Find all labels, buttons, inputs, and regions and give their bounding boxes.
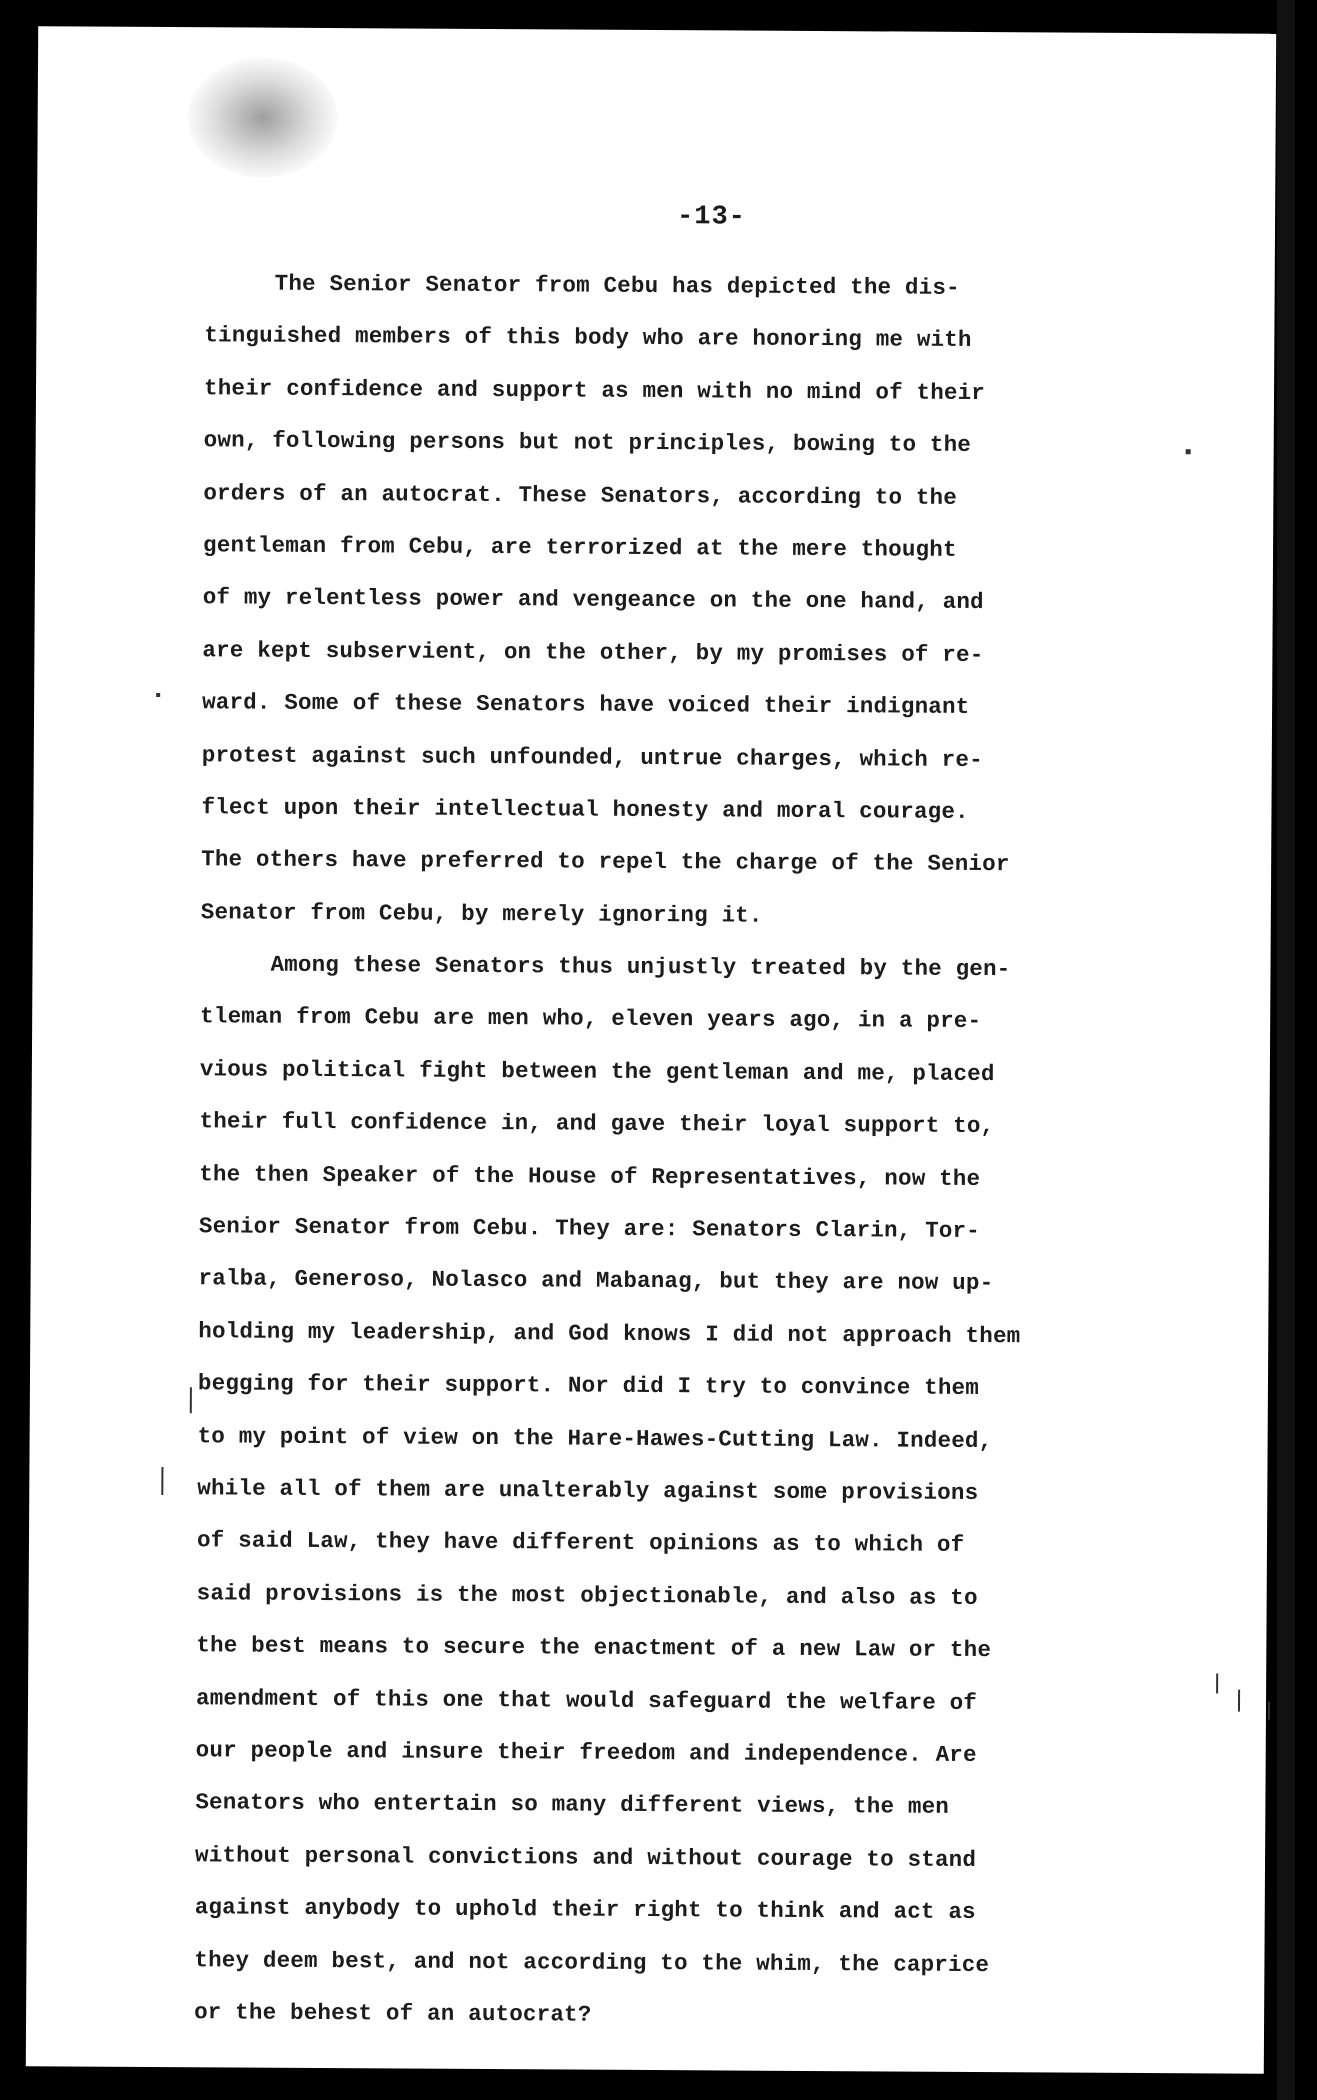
text-line: Senators who entertain so many different views, the men (195, 1789, 950, 1821)
text-line: tleman from Cebu are men who, eleven years ago, in a pre- (200, 1003, 982, 1035)
text-line: our people and insure their freedom and independence. Are (195, 1737, 977, 1768)
page-number: -13- (676, 202, 746, 233)
text-line: are kept subservient, on the other, by my promises of re- (202, 636, 984, 668)
scan-mark (1238, 1690, 1240, 1712)
ink-smudge (187, 57, 338, 178)
text-line: the then Speaker of the House of Representatives, now the (199, 1160, 981, 1192)
text-line: vious political fight between the gentleman and me, placed (199, 1056, 995, 1087)
text-line: of said Law, they have different opinions as to which of (196, 1527, 965, 1559)
text-line: or the behest of an autocrat? (194, 1999, 592, 2028)
text-line: without personal convictions and without courage to stand (194, 1841, 977, 1873)
scan-mark (156, 693, 160, 697)
text-line: own, following persons but not principles, bowing to the (203, 427, 972, 459)
scan-mark (190, 1387, 192, 1413)
text-line: against anybody to uphold their right to think and act as (194, 1894, 976, 1926)
text-line: tinguished members of this body who are honoring me with (204, 322, 972, 354)
text-line: Senior Senator from Cebu. They are: Senators Clarin, Tor- (198, 1213, 981, 1245)
text-line: begging for their support. Nor did I try to convince them (197, 1370, 980, 1402)
text-line: of my relentless power and vengeance on the one hand, and (202, 584, 984, 616)
scan-mark (1216, 1673, 1218, 1693)
text-line: their full confidence in, and gave their loyal support to, (199, 1108, 995, 1140)
text-line: ward. Some of these Senators have voiced their indignant (202, 689, 970, 721)
text-line: said provisions is the most objectionable, and also as to (196, 1580, 978, 1611)
text-line: the best means to secure the enactment of a new Law or the (196, 1632, 992, 1664)
document-page (26, 26, 1276, 2074)
text-line: ralba, Generoso, Nolasco and Mabanag, but they are now up- (198, 1265, 994, 1297)
text-line: while all of them are unalterably against some provisions (197, 1475, 979, 1506)
text-line: to my point of view on the Hare-Hawes-Cutting Law. Indeed, (197, 1422, 993, 1454)
text-line: they deem best, and not according to the whim, the caprice (194, 1946, 990, 1978)
scan-edge (1277, 0, 1295, 2100)
scan-mark (161, 1467, 163, 1495)
text-line: flect upon their intellectual honesty and moral courage. (201, 794, 969, 825)
text-line: The Senior Senator from Cebu has depicted the dis- (274, 270, 960, 301)
text-line: their confidence and support as men with no mind of their (203, 375, 986, 406)
text-line: orders of an autocrat. These Senators, according to the (203, 479, 958, 511)
text-line: Among these Senators thus unjustly treated by the gen- (270, 951, 1011, 983)
document-body (194, 257, 1225, 2044)
text-line: holding my leadership, and God knows I did not approach them (198, 1318, 1021, 1350)
text-line: protest against such unfounded, untrue charges, which re- (201, 741, 983, 773)
scan-mark (1268, 1702, 1270, 1720)
text-line: gentleman from Cebu, are terrorized at the mere thought (202, 532, 957, 563)
scan-mark (1186, 449, 1191, 454)
text-line: amendment of this one that would safeguard the welfare of (195, 1684, 978, 1716)
text-line: The others have preferred to repel the charge of the Senior (201, 846, 1010, 878)
text-line: Senator from Cebu, by merely ignoring it. (200, 898, 763, 929)
